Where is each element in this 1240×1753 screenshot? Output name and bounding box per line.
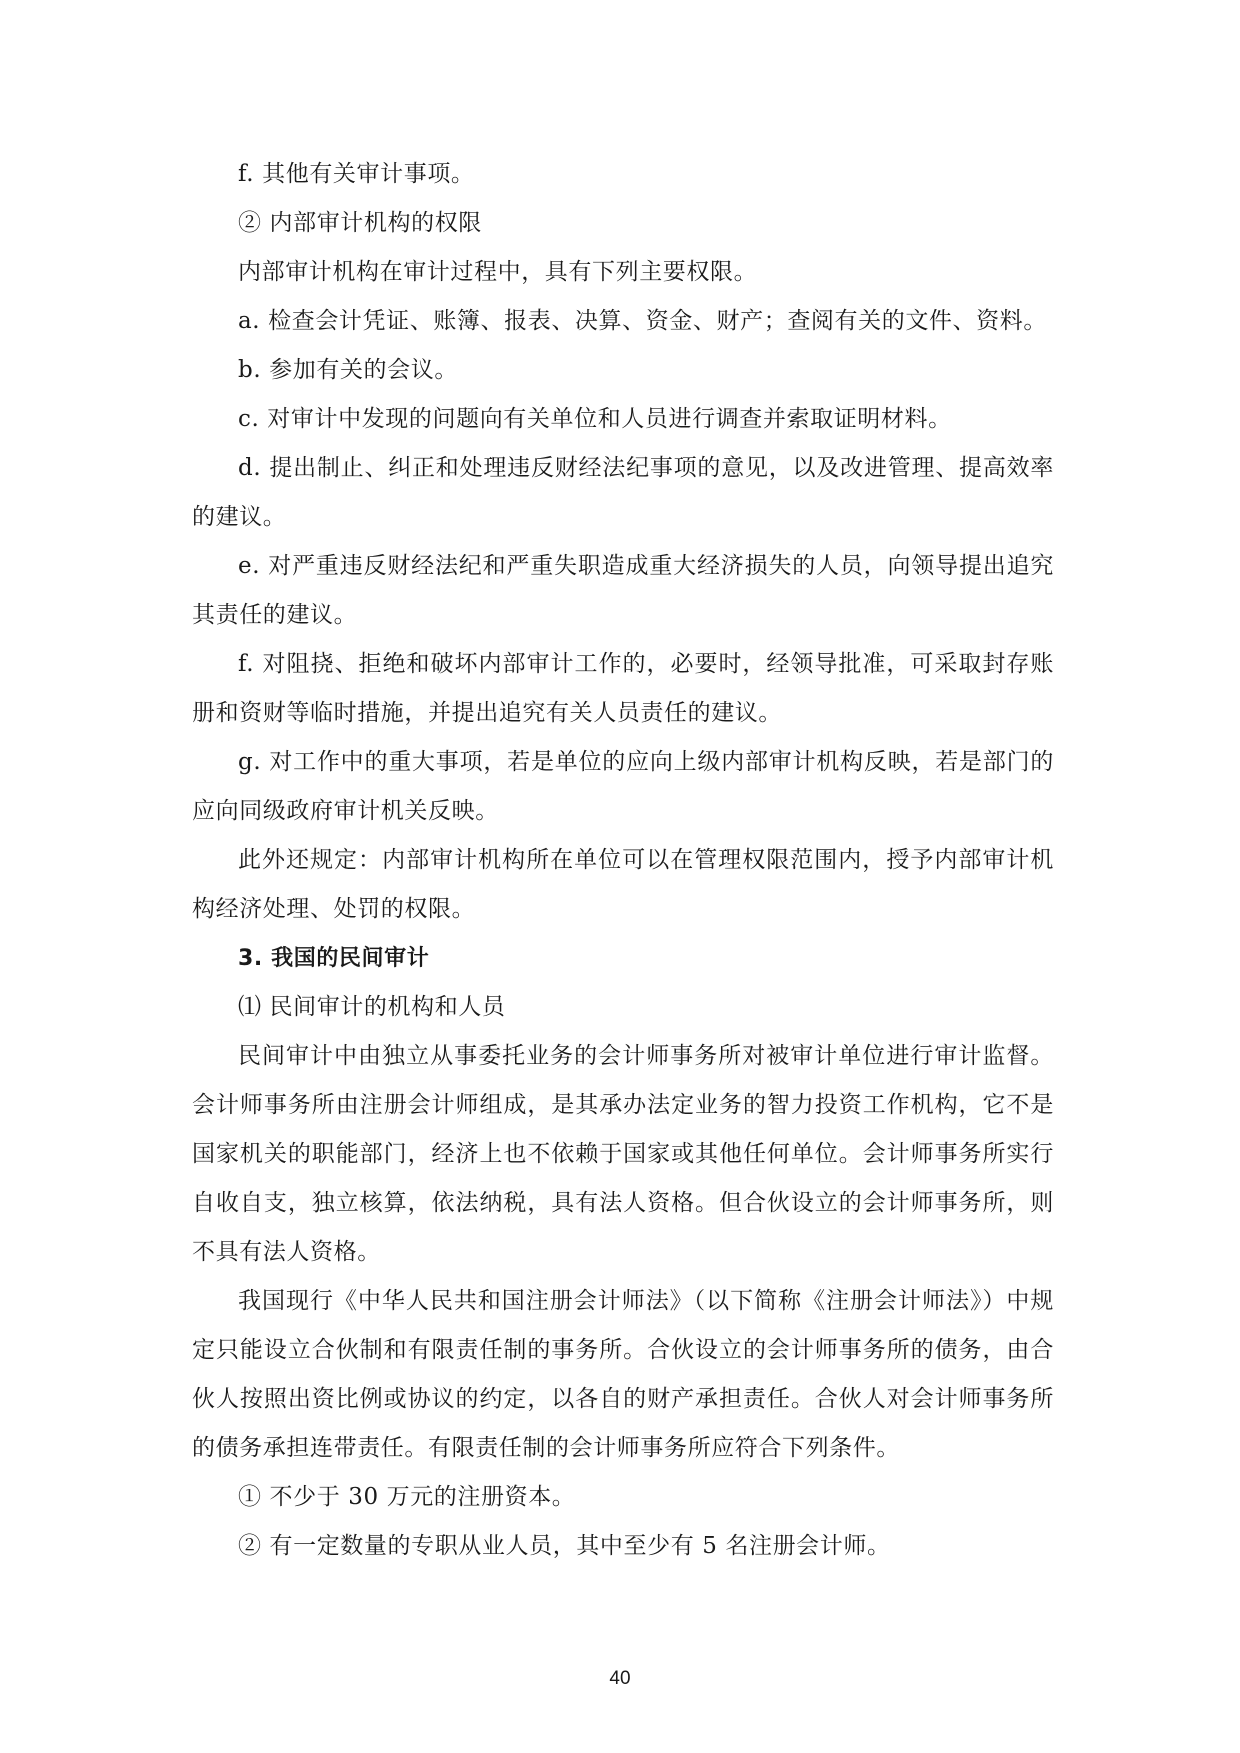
- authority-additional: 此外还规定：内部审计机构所在单位可以在管理权限范围内，授予内部审计机构经济处理、处罚的权限。: [192, 847, 1054, 922]
- cpa-law-description: 我国现行《中华人民共和国注册会计师法》（以下简称《注册会计师法》）中规定只能设立合伙制和有限责任制的事务所。合伙设立的会计师事务所的债务，由合伙人按照出资比例或协议的约定，以各自的财产承担责任。合伙人对会计师事务所的债务承担连带责任。有限责任制的会计师事务所应符合下列条件。: [192, 1288, 1054, 1461]
- condition-2: ② 有一定数量的专职从业人员，其中至少有 5 名注册会计师。: [238, 1533, 891, 1559]
- page-number: 40: [609, 1668, 631, 1689]
- authority-d: d. 提出制止、纠正和处理违反财经法纪事项的意见，以及改进管理、提高效率的建议。: [192, 455, 1054, 530]
- authority-b: b. 参加有关的会议。: [238, 357, 458, 383]
- subheading-private-audit-institutions: ⑴ 民间审计的机构和人员: [238, 994, 506, 1020]
- authority-f: f. 对阻挠、拒绝和破坏内部审计工作的，必要时，经领导批准，可采取封存账册和资财等临时措施，并提出追究有关人员责任的建议。: [192, 651, 1054, 726]
- authority-c: c. 对审计中发现的问题向有关单位和人员进行调查并索取证明材料。: [238, 406, 952, 432]
- condition-1: ① 不少于 30 万元的注册资本。: [238, 1484, 576, 1510]
- section-heading-private-audit: 3. 我国的民间审计: [238, 946, 430, 971]
- authority-e: e. 对严重违反财经法纪和严重失职造成重大经济损失的人员，向领导提出追究其责任的建议。: [192, 553, 1054, 628]
- authority-g: g. 对工作中的重大事项，若是单位的应向上级内部审计机构反映，若是部门的应向同级政府审计机关反映。: [192, 749, 1054, 824]
- private-audit-description: 民间审计中由独立从事委托业务的会计师事务所对被审计单位进行审计监督。会计师事务所由注册会计师组成，是其承办法定业务的智力投资工作机构，它不是国家机关的职能部门，经济上也不依赖于国家或其他任何单位。会计师事务所实行自收自支，独立核算，依法纳税，具有法人资格。但合伙设立的会计师事务所，则不具有法人资格。: [192, 1043, 1054, 1265]
- page-body: [192, 150, 1054, 1571]
- authority-intro: 内部审计机构在审计过程中，具有下列主要权限。: [238, 259, 758, 285]
- subheading-internal-audit-authority: ② 内部审计机构的权限: [238, 210, 482, 236]
- authority-a: a. 检查会计凭证、账簿、报表、决算、资金、财产；查阅有关的文件、资料。: [238, 308, 1047, 334]
- item-f-other-matters: f. 其他有关审计事项。: [238, 161, 475, 187]
